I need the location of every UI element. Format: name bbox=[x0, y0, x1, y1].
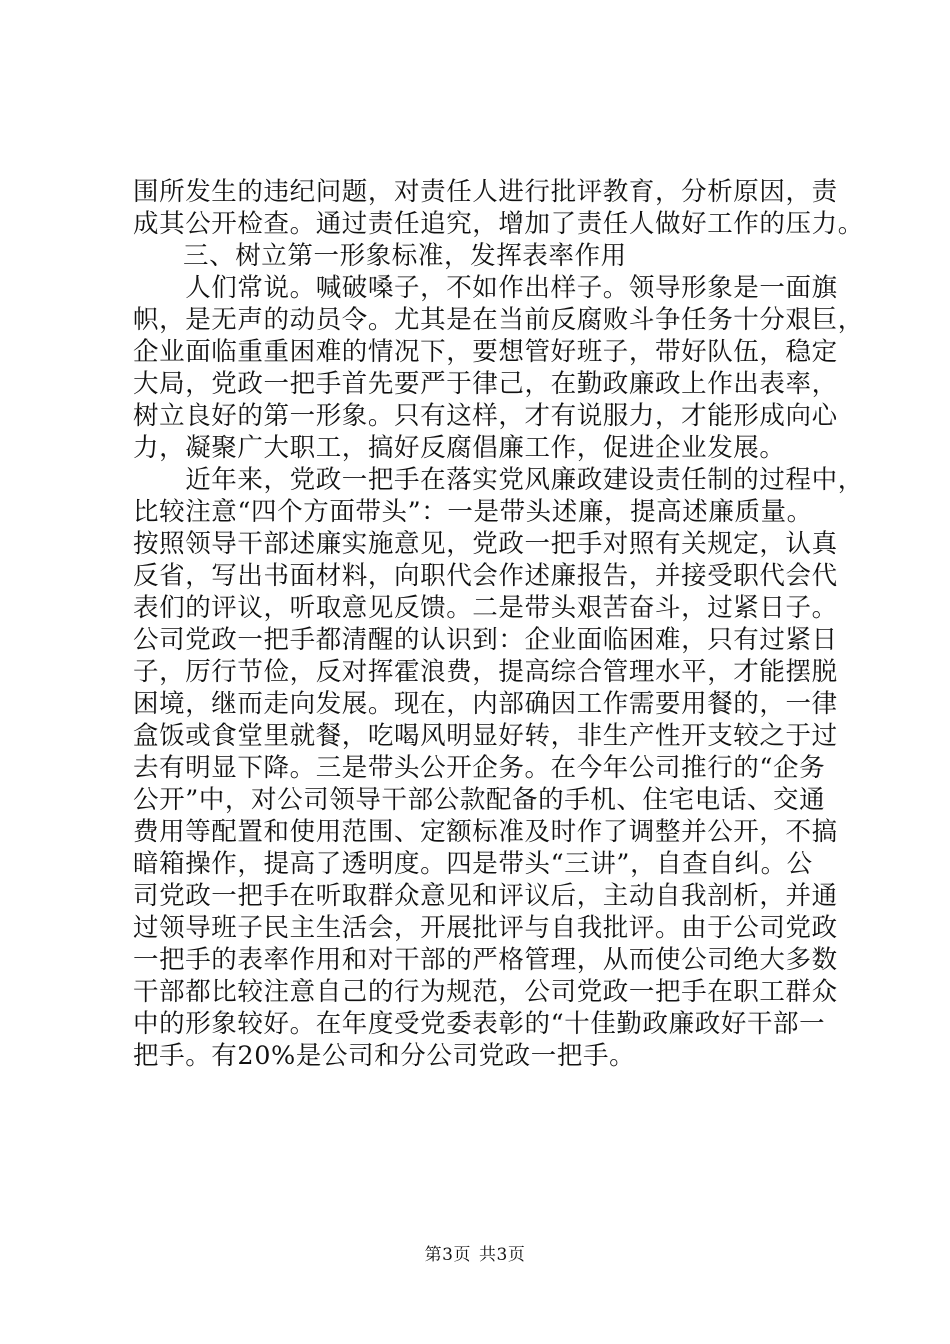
paragraph-line: 企业面临重重困难的情况下，要想管好班子，带好队伍，稳定 bbox=[133, 337, 838, 367]
paragraph-line: 比较注意“四个方面带头”：一是带头述廉，提高述廉质量。 bbox=[133, 497, 813, 527]
paragraph-line: 过领导班子民主生活会，开展批评与自我批评。由于公司党政 bbox=[133, 913, 838, 943]
page-number-total: 共3页 bbox=[479, 1245, 526, 1265]
paragraph-line: 反省，写出书面材料，向职代会作述廉报告，并接受职代会代 bbox=[133, 561, 838, 591]
paragraph-line: 大局，党政一把手首先要严于律己，在勤政廉政上作出表率， bbox=[133, 369, 838, 399]
paragraph-line: 按照领导干部述廉实施意见，党政一把手对照有关规定，认真 bbox=[133, 529, 838, 559]
paragraph-line: 中的形象较好。在年度受党委表彰的“十佳勤政廉政好干部一 bbox=[133, 1009, 826, 1039]
section-heading: 三、树立第一形象标准，发挥表率作用 bbox=[183, 241, 627, 271]
paragraph-line: 成其公开检查。通过责任追究，增加了责任人做好工作的压力。 bbox=[133, 209, 864, 239]
paragraph-line: 一把手的表率作用和对干部的严格管理，从而使公司绝大多数 bbox=[133, 945, 838, 975]
paragraph-line: 帜，是无声的动员令。尤其是在当前反腐败斗争任务十分艰巨， bbox=[133, 305, 864, 335]
top-paragraph bbox=[133, 176, 864, 240]
paragraph-line: 费用等配置和使用范围、定额标准及时作了调整并公开，不搞 bbox=[133, 817, 838, 847]
paragraph-line: 公司党政一把手都清醒的认识到：企业面临困难，只有过紧日 bbox=[133, 625, 838, 655]
paragraph-line: 把手。有20%是公司和分公司党政一把手。 bbox=[133, 1041, 636, 1071]
paragraph-line: 去有明显下降。三是带头公开企务。在今年公司推行的“企务 bbox=[133, 753, 826, 783]
paragraph-line: 力，凝聚广大职工，搞好反腐倡廉工作，促进企业发展。 bbox=[133, 433, 786, 463]
paragraph-line: 人们常说。喊破嗓子，不如作出样子。领导形象是一面旗 bbox=[133, 273, 838, 303]
paragraph-line: 树立良好的第一形象。只有这样，才有说服力，才能形成向心 bbox=[133, 401, 838, 431]
paragraph-line: 困境，继而走向发展。现在，内部确因工作需要用餐的，一律 bbox=[133, 689, 838, 719]
paragraph-line: 干部都比较注意自己的行为规范，公司党政一把手在职工群众 bbox=[133, 977, 838, 1007]
paragraph-line: 暗箱操作，提高了透明度。四是带头“三讲”，自查自纠。公 bbox=[133, 849, 813, 879]
page-number-current: 第3页 bbox=[424, 1245, 471, 1265]
paragraph-line: 围所发生的违纪问题，对责任人进行批评教育，分析原因，责 bbox=[133, 177, 838, 207]
paragraph-line: 表们的评议，听取意见反馈。二是带头艰苦奋斗，过紧日子。 bbox=[133, 593, 838, 623]
paragraph-line: 司党政一把手在听取群众意见和评议后，主动自我剖析，并通 bbox=[133, 881, 838, 911]
paragraph-line: 子，厉行节俭，反对挥霍浪费，提高综合管理水平，才能摆脱 bbox=[133, 657, 838, 687]
paragraph-line: 盒饭或食堂里就餐，吃喝风明显好转，非生产性开支较之于过 bbox=[133, 721, 838, 751]
page-footer bbox=[0, 1244, 950, 1266]
paragraph-3 bbox=[133, 464, 864, 1072]
paragraph-line: 近年来，党政一把手在落实党风廉政建设责任制的过程中， bbox=[133, 465, 864, 495]
paragraph-2 bbox=[133, 272, 864, 464]
paragraph-line: 公开”中，对公司领导干部公款配备的手机、住宅电话、交通 bbox=[133, 785, 826, 815]
